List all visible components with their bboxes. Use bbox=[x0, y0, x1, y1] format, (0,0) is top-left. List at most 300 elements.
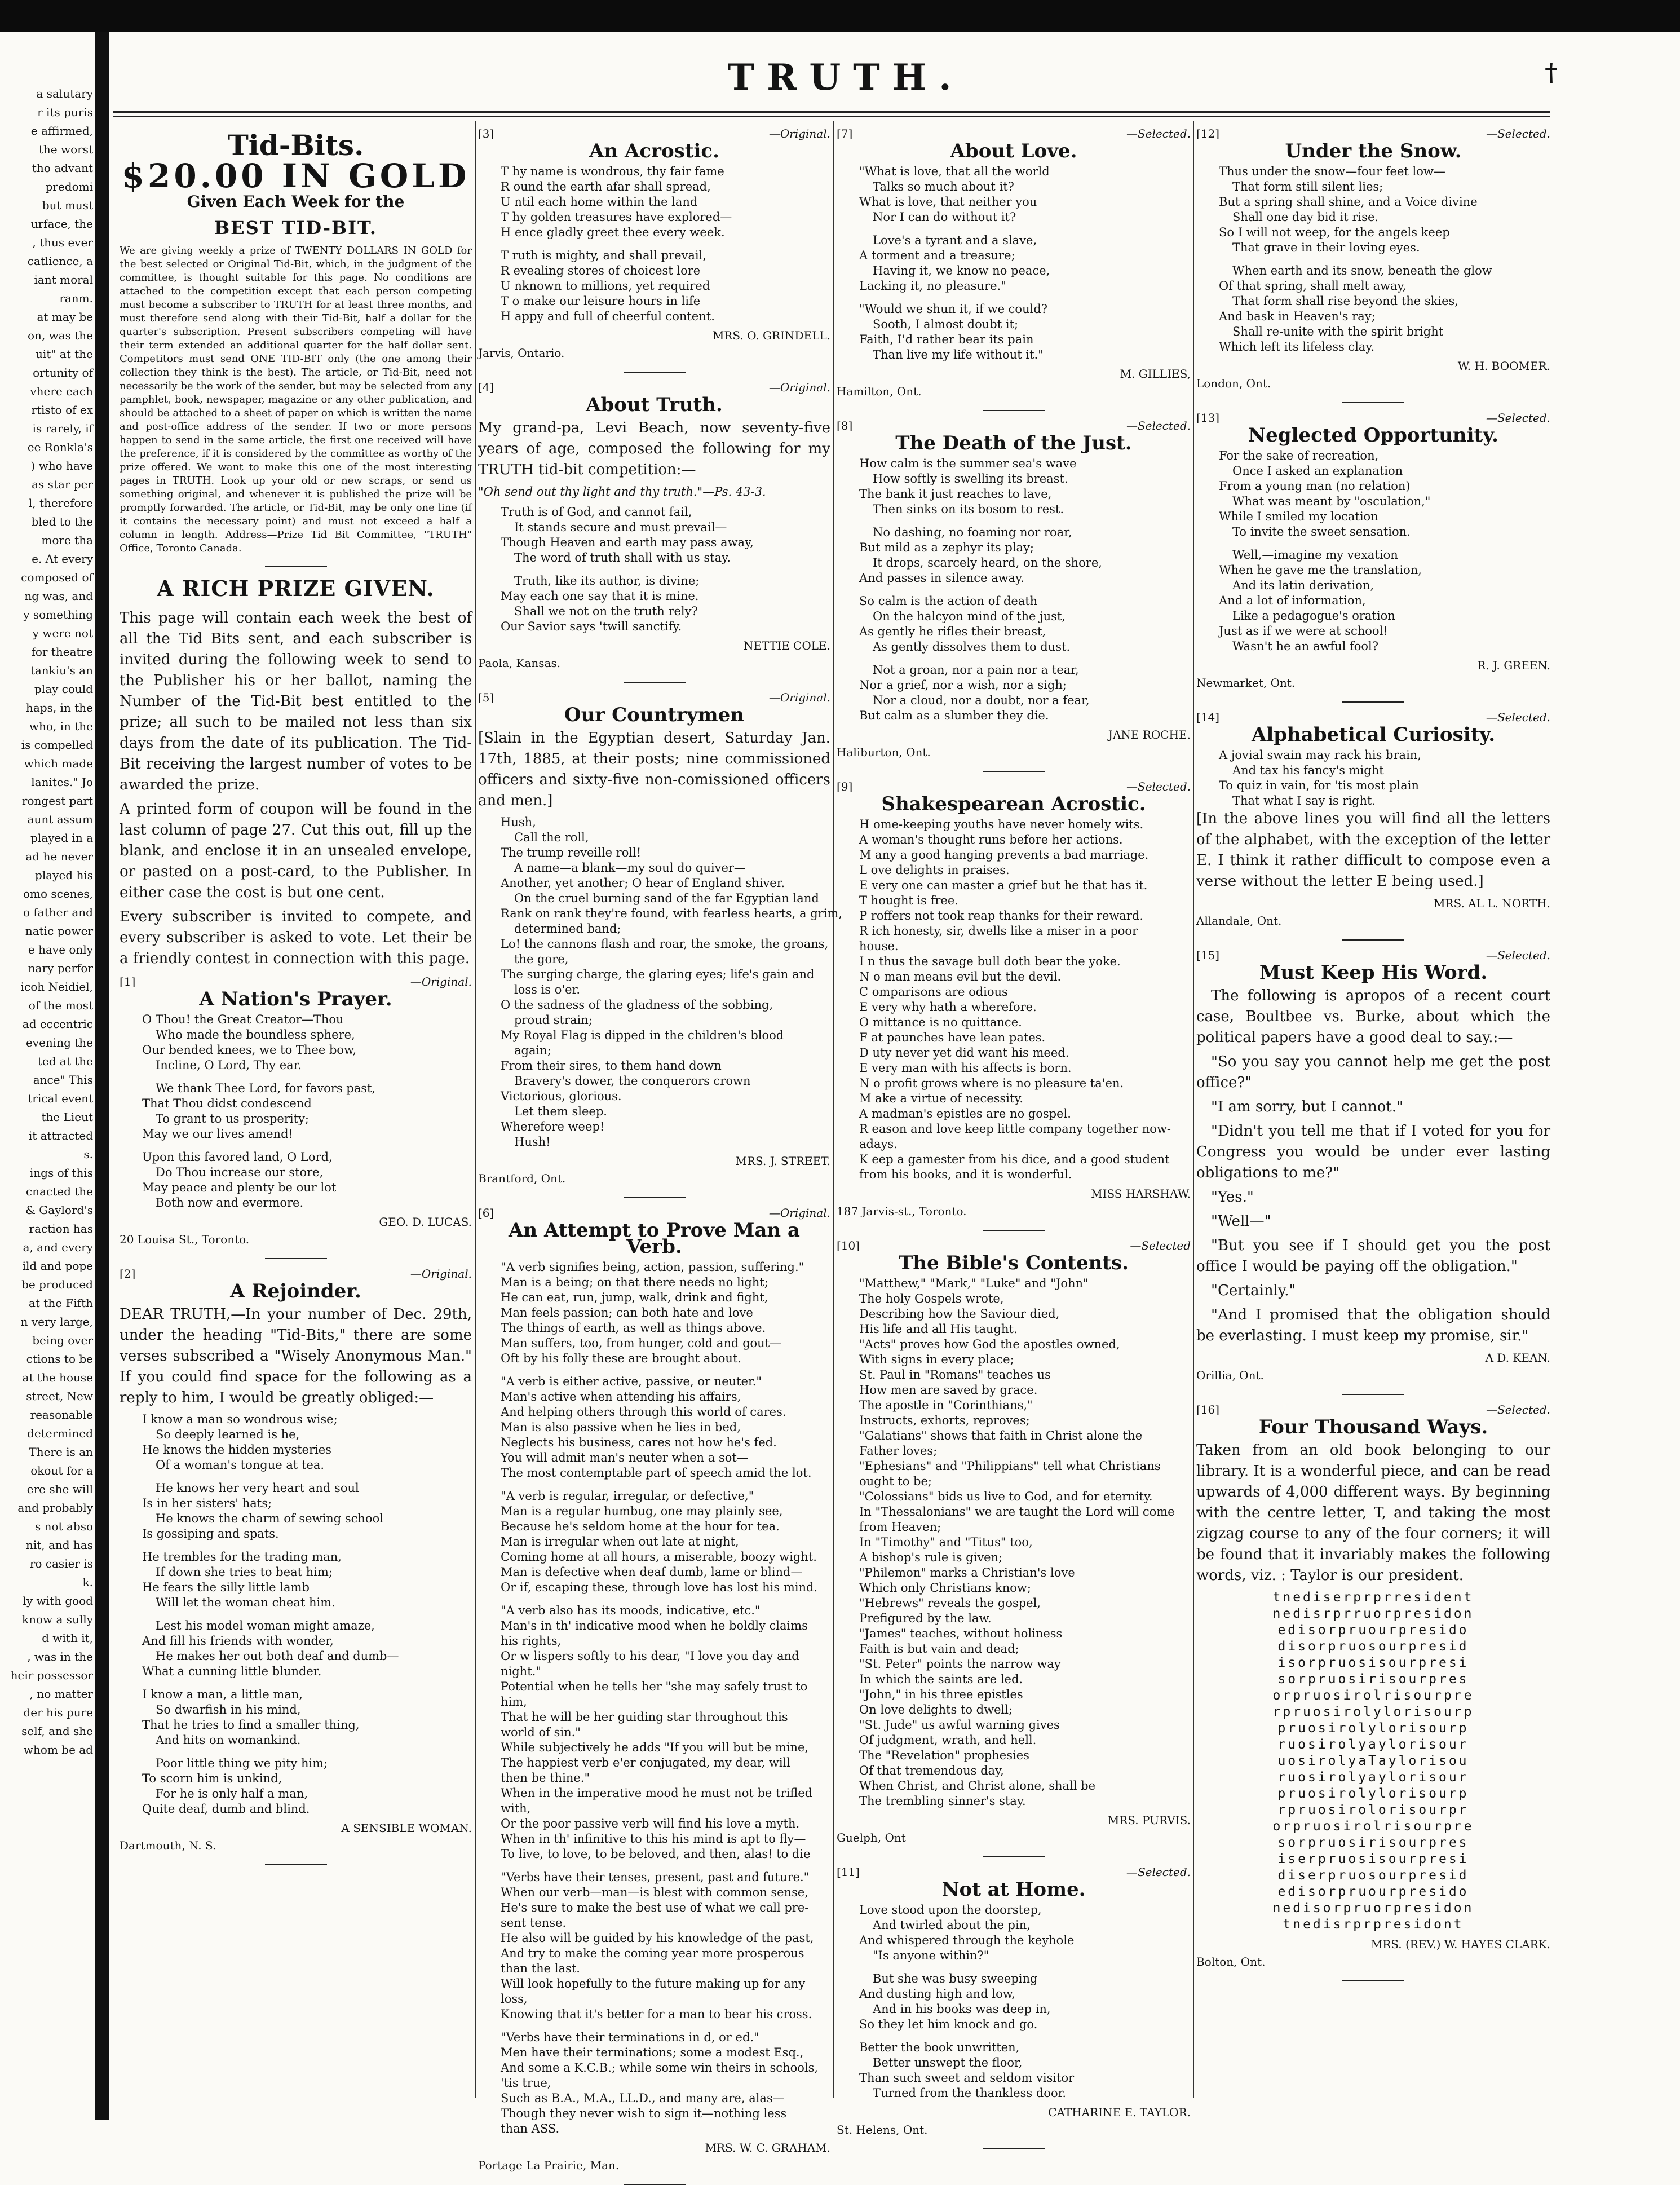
edge-fragment: a, and every bbox=[23, 1241, 93, 1254]
verse-line: "Would we shun it, if we could? bbox=[859, 302, 1048, 316]
separator bbox=[265, 1864, 327, 1865]
verse-line: Not a groan, nor a pain nor a tear, bbox=[873, 663, 1079, 677]
verse-line: In "Timothy" and "Titus" too, bbox=[859, 1535, 1033, 1549]
verse-line: "Colossians" bids us live to God, and for eternity. bbox=[859, 1490, 1153, 1503]
verse-line: On the cruel burning sand of the far Egyptian land bbox=[514, 891, 819, 905]
verse-line: then be thine." bbox=[501, 1771, 590, 1785]
verse-line: In "Thessalonians" we are taught the Lord will come bbox=[859, 1505, 1175, 1519]
verse-line: While I smiled my location bbox=[1219, 510, 1378, 523]
item-tag: —Selected. bbox=[1486, 1403, 1550, 1416]
verse-line: And passes in silence away. bbox=[859, 571, 1024, 585]
verse-line: "St. Peter" points the narrow way bbox=[859, 1657, 1061, 1671]
verse-line: Better unswept the floor, bbox=[873, 2056, 1023, 2069]
verse-line: On the halcyon mind of the just, bbox=[873, 610, 1066, 623]
grid-row: uosirolyaTaylorisou bbox=[1277, 1754, 1469, 1768]
edge-fragment: trical event bbox=[28, 1092, 93, 1105]
verse-line: "Ephesians" and "Philippians" tell what Christians bbox=[859, 1459, 1161, 1473]
verse-line: Will look hopefully to the future making up for any bbox=[501, 1977, 806, 1990]
item-place: 20 Louisa St., Toronto. bbox=[120, 1233, 250, 1246]
separator bbox=[265, 1258, 327, 1259]
verse-line: "Acts" proves how God the apostles owned, bbox=[859, 1338, 1120, 1351]
edge-fragment: s not abso bbox=[35, 1520, 93, 1533]
verse-line: To invite the sweet sensation. bbox=[1232, 525, 1411, 538]
verse-line: When our verb—man—is blest with common sense, bbox=[501, 1886, 809, 1899]
tidbit-item bbox=[1196, 1402, 1550, 1981]
item-number: [6] bbox=[478, 1206, 494, 1220]
separator bbox=[983, 410, 1045, 411]
verse-line: N o man means evil but the devil. bbox=[859, 970, 1062, 983]
item-list bbox=[837, 126, 1191, 2149]
verse-line: So calm is the action of death bbox=[859, 594, 1038, 608]
verse-line: It drops, scarcely heard, on the shore, bbox=[873, 556, 1102, 570]
edge-fragment: & Gaylord's bbox=[25, 1203, 93, 1217]
verse-line: His life and all His taught. bbox=[859, 1322, 1018, 1336]
verse-line: Or if, escaping these, through love has lost his mind. bbox=[501, 1581, 818, 1594]
verse-line: Let them sleep. bbox=[514, 1105, 607, 1118]
verse bbox=[837, 1903, 1191, 2101]
verse-line: That he tries to find a smaller thing, bbox=[142, 1718, 360, 1732]
edge-fragment: e. At every bbox=[32, 552, 93, 566]
verse-line: C omparisons are odious bbox=[859, 985, 1008, 999]
edge-fragment: composed of bbox=[21, 571, 93, 584]
item-paragraph: "And I promised that the obligation should be everlasting. I must keep my promise, sir." bbox=[1196, 1306, 1550, 1344]
verse-line: M ake a virtue of necessity. bbox=[859, 1092, 1024, 1105]
verse-line: I know a man, a little man, bbox=[142, 1688, 303, 1701]
verse-line: night." bbox=[501, 1665, 541, 1678]
verse-line: And whispered through the keyhole bbox=[859, 1934, 1075, 1947]
verse-line: No dashing, no foaming nor roar, bbox=[873, 526, 1072, 539]
verse-line: He makes her out both deaf and dumb— bbox=[156, 1649, 399, 1663]
edge-fragment: uit" at the bbox=[36, 347, 93, 361]
verse-line: He knows the hidden mysteries bbox=[142, 1443, 331, 1456]
separator bbox=[1342, 1980, 1404, 1981]
verse-line: Will let the woman cheat him. bbox=[156, 1596, 335, 1609]
verse-line: That form shall rise beyond the skies, bbox=[1232, 294, 1458, 308]
verse-line: When Christ, and Christ alone, shall be bbox=[859, 1779, 1096, 1793]
verse-line: "Philemon" marks a Christian's love bbox=[859, 1566, 1075, 1579]
verse-line: Turned from the thankless door. bbox=[873, 2086, 1066, 2100]
edge-fragment: iant moral bbox=[34, 273, 93, 286]
separator bbox=[624, 372, 686, 373]
verse-line: So deeply learned is he, bbox=[156, 1428, 300, 1441]
edge-fragment: e have only bbox=[28, 943, 93, 956]
verse-line bbox=[837, 225, 1191, 233]
item-place: Portage La Prairie, Man. bbox=[478, 2158, 620, 2172]
grid-row: edisorpruourpresido bbox=[1277, 1884, 1469, 1899]
verse-line: Man feels passion; can both hate and love bbox=[501, 1306, 753, 1319]
verse-line bbox=[837, 1963, 1191, 1971]
item-number: [1] bbox=[120, 975, 136, 988]
verse-line: On love delights to dwell; bbox=[859, 1703, 1013, 1716]
verse-line bbox=[1196, 540, 1550, 548]
edge-fragment: being over bbox=[32, 1334, 93, 1347]
item-signature: MRS. (REV.) W. HAYES CLARK. bbox=[1370, 1937, 1550, 1951]
verse-line: "A verb is either active, passive, or neuter." bbox=[501, 1375, 762, 1388]
separator bbox=[1342, 1394, 1404, 1395]
edge-fragment: ild and pope bbox=[22, 1259, 93, 1273]
verse-line: Of that tremendous day, bbox=[859, 1764, 1004, 1777]
separator bbox=[983, 1856, 1045, 1857]
edge-fragment: rtisto of ex bbox=[31, 403, 93, 417]
edge-fragment: ranm. bbox=[59, 292, 93, 305]
verse-line: For the sake of recreation, bbox=[1219, 449, 1379, 462]
item-number: [16] bbox=[1196, 1403, 1220, 1416]
item-title: Under the Snow. bbox=[1285, 140, 1462, 162]
verse-line: A madman's epistles are no gospel. bbox=[859, 1107, 1071, 1120]
verse-line: Incline, O Lord, Thy ear. bbox=[156, 1058, 302, 1072]
item-place: Haliburton, Ont. bbox=[837, 745, 931, 759]
grid-row: tnediserprprresident bbox=[1272, 1590, 1474, 1605]
item-tag: —Selected. bbox=[1486, 411, 1550, 425]
verse-line: The holy Gospels wrote, bbox=[859, 1292, 1004, 1305]
item-place: Orillia, Ont. bbox=[1196, 1369, 1264, 1382]
item-number: [4] bbox=[478, 381, 494, 394]
edge-fragment: ted at the bbox=[37, 1054, 93, 1068]
tidbit-item bbox=[120, 1266, 472, 1865]
edge-fragment: lanites." Jo bbox=[31, 775, 93, 789]
edge-fragment: ly with good bbox=[23, 1594, 93, 1608]
item-tag: —Selected. bbox=[1486, 948, 1550, 962]
item-note: [In the above lines you will find all the letters of the alphabet, with the exception of the letter E. I think it rather difficult to compose even a verse without the letter E being used.] bbox=[1196, 810, 1550, 890]
verse-line: And dusting high and low, bbox=[859, 1987, 1015, 2001]
verse-line: him, bbox=[501, 1695, 527, 1709]
item-title: About Love. bbox=[950, 140, 1077, 162]
verse-line bbox=[837, 655, 1191, 663]
verse-line: That form still silent lies; bbox=[1232, 180, 1383, 193]
verse-line: Truth, like its author, is divine; bbox=[514, 574, 700, 588]
grid-row: ruosirolyaylorisour bbox=[1277, 1737, 1469, 1752]
item-number: [11] bbox=[837, 1865, 860, 1879]
verse-line: "Matthew," "Mark," "Luke" and "John" bbox=[859, 1277, 1089, 1290]
item-place: Allandale, Ont. bbox=[1196, 914, 1282, 928]
tidbit-item bbox=[837, 418, 1191, 772]
verse-line: The surging charge, the glaring eyes; life's gain and bbox=[501, 968, 815, 981]
edge-fragment: tankiu's an bbox=[30, 664, 93, 677]
verse-line bbox=[478, 240, 830, 248]
separator bbox=[1342, 939, 1404, 941]
verse-line: But mild as a zephyr its play; bbox=[859, 541, 1034, 554]
edge-fragment: and probably bbox=[17, 1501, 93, 1515]
masthead-rule-thin bbox=[113, 116, 1550, 117]
item-signature: MRS. O. GRINDELL. bbox=[712, 329, 830, 342]
verse-line: Hush! bbox=[514, 1135, 551, 1149]
edge-fragment: r its puris bbox=[37, 105, 93, 119]
grid-row: iserpruosisourpresi bbox=[1277, 1852, 1469, 1866]
verse-line: Because he's seldom home at the hour for tea. bbox=[501, 1520, 780, 1533]
item-paragraph: "So you say you cannot help me get the post office?" bbox=[1196, 1053, 1550, 1091]
edge-fragment: ings of this bbox=[29, 1166, 93, 1180]
verse-line: Man is irregular when out late at night, bbox=[501, 1535, 739, 1548]
verse-line: Describing how the Saviour died, bbox=[859, 1307, 1060, 1321]
verse-line: N o profit grows where is no pleasure ta'en. bbox=[859, 1076, 1124, 1090]
tidbit-item bbox=[1196, 947, 1550, 1395]
verse-line: with, bbox=[501, 1802, 531, 1815]
verse-line: "St. Jude" us awful warning gives bbox=[859, 1718, 1060, 1732]
verse-line: The word of truth shall with us stay. bbox=[514, 551, 731, 564]
tidbit-item bbox=[478, 1205, 830, 2185]
verse-line: L ove delights in praises. bbox=[859, 863, 1010, 877]
verse-line: Like a pedagogue's oration bbox=[1232, 609, 1395, 623]
masthead-rule bbox=[113, 111, 1550, 113]
verse-line: My Royal Flag is dipped in the children's blood bbox=[501, 1029, 784, 1042]
verse-line: Bravery's dower, the conquerors crown bbox=[514, 1074, 751, 1088]
verse-line: And fill his friends with wonder, bbox=[142, 1634, 334, 1648]
verse-line: Love stood upon the doorstep, bbox=[859, 1903, 1042, 1917]
verse-line: But a spring shall shine, and a Voice divine bbox=[1219, 195, 1478, 209]
verse-line: With signs in every place; bbox=[859, 1353, 1014, 1366]
separator bbox=[983, 2148, 1045, 2149]
verse-line: Do Thou increase our store, bbox=[156, 1166, 324, 1179]
verse-line: Shall re-unite with the spirit bright bbox=[1232, 325, 1444, 338]
verse-line: To live, to love, to be beloved, and then, alas! to die bbox=[501, 1847, 811, 1861]
verse-line: "A verb signifies being, action, passion, suffering." bbox=[501, 1260, 804, 1274]
verse-line: Man's active when attending his affairs, bbox=[501, 1390, 741, 1403]
edge-fragment: determined bbox=[27, 1427, 93, 1440]
verse-line: Better the book unwritten, bbox=[859, 2041, 1020, 2054]
verse-line bbox=[478, 1366, 830, 1374]
item-paragraph: "But you see if I should get you the post office I would be paying off the obligation." bbox=[1196, 1237, 1550, 1275]
tidbit-item bbox=[120, 974, 472, 1259]
grid-row: pruosirolylorisourp bbox=[1277, 1786, 1469, 1801]
masthead-title: TRUTH. bbox=[727, 56, 964, 99]
verse-line: Coming home at all hours, a miserable, boozy wight. bbox=[501, 1550, 817, 1564]
verse-line: When in the imperative mood he must not be trifled bbox=[501, 1786, 813, 1800]
verse-line: To quiz in vain, for 'tis most plain bbox=[1219, 779, 1419, 792]
verse-line: So they let him knock and go. bbox=[859, 2018, 1038, 2031]
verse-line: than ASS. bbox=[501, 2122, 560, 2135]
verse-line: Love's a tyrant and a slave, bbox=[873, 233, 1037, 247]
verse-line: He knows the charm of sewing school bbox=[156, 1512, 383, 1525]
verse-line: The bank it just reaches to lave, bbox=[859, 487, 1052, 501]
item-signature: M. GILLIES, bbox=[1120, 367, 1191, 381]
verse-line: Of a woman's tongue at tea. bbox=[156, 1458, 325, 1472]
verse-line: Man suffers, too, from hunger, cold and gout— bbox=[501, 1336, 782, 1350]
verse-line: What a cunning little blunder. bbox=[142, 1665, 322, 1678]
verse bbox=[478, 505, 830, 634]
item-list bbox=[1196, 126, 1550, 1981]
verse-line: And some a K.C.B.; while some win theirs in schools, bbox=[501, 2061, 819, 2074]
verse-line: ought to be; bbox=[859, 1475, 932, 1488]
item-place: Newmarket, Ont. bbox=[1196, 676, 1296, 690]
verse-line: Quite deaf, dumb and blind. bbox=[142, 1802, 310, 1816]
verse-line: Call the roll, bbox=[514, 831, 589, 844]
verse-line: Nor a cloud, nor a doubt, nor a fear, bbox=[873, 694, 1090, 707]
verse-line: "John," in his three epistles bbox=[859, 1688, 1023, 1701]
verse-line: And twirled about the pin, bbox=[873, 1918, 1031, 1932]
tidbit-item bbox=[837, 779, 1191, 1231]
verse bbox=[1196, 748, 1550, 809]
edge-fragment: o father and bbox=[23, 906, 93, 919]
column-4 bbox=[1196, 121, 1550, 2103]
grid-row: diserpruosourpresid bbox=[1277, 1868, 1469, 1883]
verse-line bbox=[478, 2022, 830, 2030]
verse-line: Than live my life without it." bbox=[873, 348, 1044, 361]
item-paragraph: "Didn't you tell me that if I voted for you for Congress you would be under ever lasting obligations to me?" bbox=[1196, 1123, 1550, 1181]
verse-line: When in th' infinitive to this his mind is apt to fly— bbox=[501, 1832, 806, 1846]
verse-line: Well,—imagine my vexation bbox=[1232, 548, 1398, 562]
item-place: Guelph, Ont bbox=[837, 1831, 906, 1844]
item-paragraph: "Well—" bbox=[1211, 1213, 1271, 1230]
item-signature: MRS. AL L. NORTH. bbox=[1433, 897, 1550, 910]
item-signature: MRS. J. STREET. bbox=[735, 1154, 830, 1168]
verse bbox=[837, 1276, 1191, 1809]
verse-line: Shall one day bid it rise. bbox=[1232, 210, 1379, 224]
item-title: A Nation's Prayer. bbox=[199, 988, 392, 1010]
verse-line: From a young man (no relation) bbox=[1219, 479, 1411, 493]
verse-line: That he will be her guiding star throughout this bbox=[501, 1710, 788, 1724]
separator bbox=[983, 771, 1045, 772]
verse-line: Knowing that it's better for a man to bear his cross. bbox=[501, 2007, 812, 2021]
item-tag: —Selected. bbox=[1126, 127, 1191, 140]
verse-line: He fears the silly little lamb bbox=[142, 1581, 310, 1594]
verse-line: than the last. bbox=[501, 1962, 580, 1975]
verse-line: T o make our leisure hours in life bbox=[501, 294, 701, 308]
verse-line: The "Revelation" prophesies bbox=[859, 1749, 1029, 1762]
verse-line: He trembles for the trading man, bbox=[142, 1550, 342, 1564]
verse-line: That what I say is right. bbox=[1232, 794, 1376, 807]
verse-line: Wasn't he an awful fool? bbox=[1232, 639, 1379, 653]
grid-row: disorpruosourpresid bbox=[1277, 1639, 1469, 1654]
given-line: Given Each Week for the bbox=[187, 192, 405, 211]
edge-fragment: reasonable bbox=[30, 1408, 93, 1422]
verse-line bbox=[837, 2032, 1191, 2040]
verse-line: adays. bbox=[859, 1137, 898, 1151]
edge-fragment: evening the bbox=[25, 1036, 93, 1049]
verse-line: Which left its lifeless clay. bbox=[1219, 340, 1375, 354]
item-number: [14] bbox=[1196, 710, 1220, 724]
verse-line: While subjectively he adds "If you will but be mine, bbox=[501, 1741, 809, 1754]
item-number: [12] bbox=[1196, 127, 1220, 140]
item-list bbox=[120, 974, 472, 1865]
verse-line: loss is o'er. bbox=[514, 983, 581, 996]
item-title: The Death of the Just. bbox=[895, 432, 1132, 454]
item-tag: —Selected. bbox=[1486, 710, 1550, 724]
column-3 bbox=[837, 121, 1191, 2137]
item-title: Our Countrymen bbox=[564, 704, 744, 726]
grid-row: nedisrprruorpresidon bbox=[1272, 1606, 1474, 1621]
grid-row: orpruosirolrisourpre bbox=[1272, 1688, 1474, 1703]
verse bbox=[1196, 164, 1550, 355]
edge-fragment: raction has bbox=[29, 1222, 93, 1235]
verse-line: In which the saints are led. bbox=[859, 1672, 1023, 1686]
verse-line: Or w lispers softly to his dear, "I love you day and bbox=[501, 1649, 799, 1663]
item-title: Not at Home. bbox=[941, 1878, 1086, 1901]
item-title: Neglected Opportunity. bbox=[1248, 424, 1498, 447]
item-intro: [Slain in the Egyptian desert, Saturday Jan. 17th, 1885, at their posts; nine commissioned officers and sixty-five non-comissioned officers and men.] bbox=[478, 730, 830, 809]
verse-line: U ntil each home within the land bbox=[501, 195, 698, 209]
verse-line bbox=[1196, 255, 1550, 263]
edge-fragment: , no matter bbox=[29, 1687, 93, 1701]
separator bbox=[1342, 701, 1404, 703]
edge-fragment: played his bbox=[35, 868, 93, 882]
verse-line bbox=[120, 1142, 472, 1150]
item-tag: —Selected bbox=[1130, 1239, 1191, 1252]
edge-fragment: y something bbox=[23, 608, 93, 621]
verse bbox=[120, 1412, 472, 1817]
tidbit-item bbox=[1196, 410, 1550, 703]
verse-line: again; bbox=[514, 1044, 551, 1057]
verse-line: Oft by his folly these are brought about. bbox=[501, 1352, 742, 1365]
item-tag: —Original. bbox=[410, 975, 472, 988]
verse-line: O mittance is no quittance. bbox=[859, 1016, 1022, 1029]
item-signature: JANE ROCHE. bbox=[1108, 728, 1191, 741]
verse-line: "Verbs have their terminations in d, or ed." bbox=[501, 2030, 759, 2044]
item-tag: —Original. bbox=[768, 1206, 830, 1220]
prize-paragraph: This page will contain each week the best of all the Tid Bits sent, and each subscriber is invited during the following week to send to the Publisher his or her ballot, naming the Number of the Tid-Bit best entitled to the prize; all such to be mailed not less than six days from the date of its publication. The Tid-Bit receiving the largest number of votes to be awarded the prize. bbox=[120, 610, 472, 793]
separator bbox=[624, 682, 686, 683]
prize-paragraph: A printed form of coupon will be found in the last column of page 27. Cut this out, fill up the blank, and enclose it in an unsealed envelope, or pasted on a post-card, to the Publisher. In either case the cost is but one cent. bbox=[120, 801, 472, 901]
verse-line: "A verb is regular, irregular, or defective," bbox=[501, 1489, 754, 1503]
verse-line bbox=[120, 1473, 472, 1481]
verse bbox=[120, 1012, 472, 1211]
verse-line: "A verb also has its moods, indicative, etc." bbox=[501, 1604, 761, 1617]
tidbit-item bbox=[837, 126, 1191, 411]
verse-line: The trump reveille roll! bbox=[501, 846, 642, 859]
verse-line: his rights, bbox=[501, 1634, 562, 1648]
verse-line: H ome-keeping youths have never homely wits. bbox=[859, 818, 1144, 831]
verse-line: Poor little thing we pity him; bbox=[156, 1756, 328, 1770]
verse-line: Man is also passive when he lies in bed, bbox=[501, 1420, 741, 1434]
item-place: London, Ont. bbox=[1196, 377, 1271, 390]
item-number: [7] bbox=[837, 127, 853, 140]
verse-line: Thus under the snow—four feet low— bbox=[1219, 165, 1445, 178]
grid-row: orpruosirolrisourpre bbox=[1272, 1819, 1474, 1834]
edge-fragment: which made bbox=[24, 757, 93, 770]
verse-line: O the sadness of the gladness of the sobbing, bbox=[501, 998, 773, 1012]
verse-line: Having it, we know no peace, bbox=[873, 264, 1050, 277]
verse-line: We thank Thee Lord, for favors past, bbox=[156, 1082, 376, 1095]
edge-fragment: ee Ronkla's bbox=[27, 440, 93, 454]
verse-line: A jovial swain may rack his brain, bbox=[1219, 748, 1421, 762]
verse-line: Though Heaven and earth may pass away, bbox=[501, 536, 754, 549]
verse-line: Our bended knees, we to Thee bow, bbox=[142, 1043, 357, 1057]
item-number: [2] bbox=[120, 1267, 136, 1281]
item-number: [9] bbox=[837, 780, 853, 793]
verse-line: But calm as a slumber they die. bbox=[859, 709, 1049, 722]
grid-row: pruosirolylorisourp bbox=[1277, 1721, 1469, 1736]
verse-line: Another, yet another; O hear of England shiver. bbox=[501, 876, 785, 890]
verse-line: The things of earth, as well as things above. bbox=[501, 1321, 766, 1335]
verse-line: What is love, that neither you bbox=[859, 195, 1037, 209]
verse-line: F at paunches have lean pates. bbox=[859, 1031, 1046, 1044]
verse-line: How calm is the summer sea's wave bbox=[859, 457, 1077, 470]
grid-row: rpruosirolorisourpr bbox=[1277, 1803, 1469, 1817]
verse-line: As gently dissolves them to dust. bbox=[873, 640, 1071, 654]
verse-line: The apostle in "Corinthians," bbox=[859, 1398, 1033, 1412]
verse-line: The trembling sinner's stay. bbox=[859, 1794, 1026, 1808]
item-number: [15] bbox=[1196, 948, 1220, 962]
verse-line bbox=[478, 1862, 830, 1870]
edge-fragment: as star per bbox=[32, 478, 93, 491]
grid-row: isorpruosisourpresi bbox=[1277, 1656, 1469, 1670]
verse bbox=[837, 817, 1191, 1182]
verse-line: St. Paul in "Romans" teaches us bbox=[859, 1368, 1051, 1381]
verse-line: May peace and plenty be our lot bbox=[142, 1181, 337, 1194]
grid-row: sorpruosirisourpres bbox=[1277, 1835, 1469, 1850]
verse-line: You will admit man's neuter when a sot— bbox=[501, 1451, 749, 1464]
page-mark: † bbox=[1545, 59, 1558, 87]
item-title: Alphabetical Curiosity. bbox=[1251, 723, 1496, 746]
verse bbox=[837, 164, 1191, 363]
verse-line: "Verbs have their tenses, present, past and future." bbox=[501, 1870, 810, 1884]
verse-line: And hits on womankind. bbox=[156, 1733, 301, 1747]
tidbit-item bbox=[837, 1238, 1191, 1857]
verse-line: "Galatians" shows that faith in Christ alone the bbox=[859, 1429, 1143, 1442]
item-signature: W. H. BOOMER. bbox=[1457, 359, 1550, 373]
verse-line: H appy and full of cheerful content. bbox=[501, 310, 715, 323]
item-number: [3] bbox=[478, 127, 494, 140]
verse-line: Is gossiping and spats. bbox=[142, 1527, 279, 1540]
